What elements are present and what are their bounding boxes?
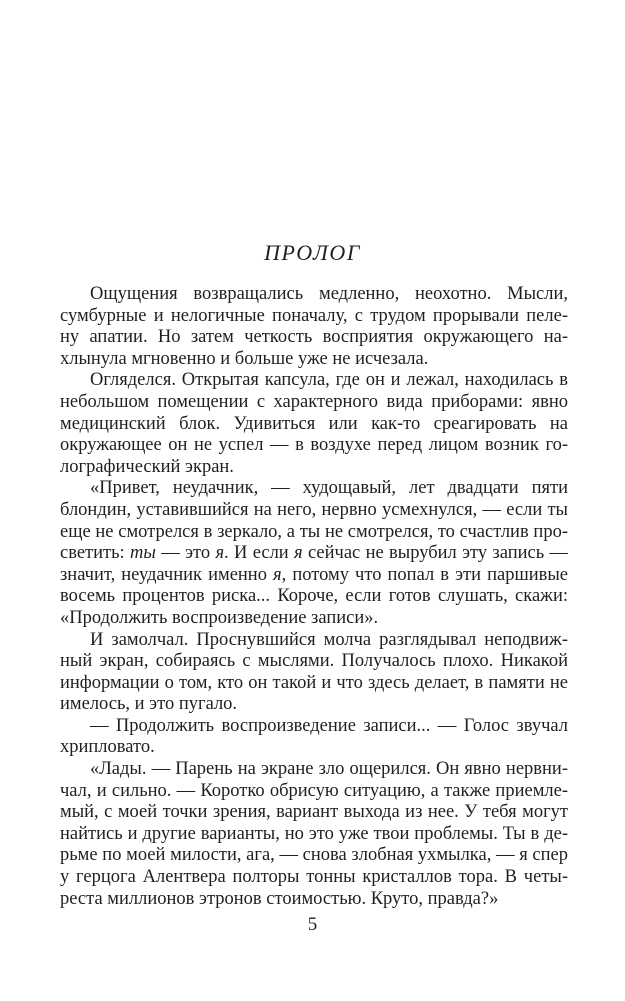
text-run: «Привет, неудачник, — худощавый, лет двадцати пяти: [90, 478, 568, 499]
text-run: светить:: [60, 543, 131, 564]
page-number: 5: [307, 914, 318, 935]
text-run: Огляделся. Открытая капсула, где он и лежал, находилась в: [90, 370, 568, 391]
text-line: [60, 630, 568, 652]
text-line: [60, 759, 568, 781]
text-line: [60, 500, 568, 522]
text-line: [60, 867, 568, 889]
text-line: [60, 608, 568, 630]
text-run: еще не смотрелся в зеркало, а ты не смотрелся, то счастлив про-: [60, 521, 568, 542]
text-run: восемь процентов риска... Короче, если готов слушать, скажи:: [60, 586, 568, 607]
text-run: блондин, уставившийся на него, нервно усмехнулся, — если ты: [60, 499, 568, 520]
text-run: значит, неудачник именно: [60, 564, 274, 585]
text-line: [60, 370, 568, 392]
text-run: медицинский блок. Удивиться или как-то среагировать на: [60, 413, 568, 434]
text-line: [60, 716, 568, 738]
text-run: информации о том, кто он такой и что здесь делает, в памяти не: [60, 672, 568, 693]
text-run: «Лады. — Парень на экране зло ощерился. Он явно нервни-: [90, 759, 568, 780]
text-run: окружающее он не успел — в воздухе перед лицом возник го-: [60, 435, 568, 456]
text-line: [60, 392, 568, 414]
text-run: сейчас не вырубил эту запись —: [302, 543, 568, 564]
text-line: [60, 889, 568, 911]
text-run: имелось, и это пугало.: [60, 694, 238, 715]
text-run: . И если: [224, 543, 295, 564]
text-run: сумбурные и нелогичные поначалу, с трудом прорывали пеле-: [60, 305, 568, 326]
text-line: [60, 824, 568, 846]
text-run: «Продолжить воспроизведение записи».: [60, 607, 379, 628]
text-line: [60, 414, 568, 436]
italic-text-run: ты: [130, 543, 156, 564]
text-run: мый, с моей точки зрения, вариант выхода из нее. У тебя могут: [60, 802, 568, 823]
text-line: [60, 565, 568, 587]
italic-text-run: я: [273, 564, 282, 585]
text-run: И замолчал. Проснувшийся молча разглядывал неподвиж-: [90, 629, 568, 650]
text-line: [60, 349, 568, 371]
text-line: [60, 651, 568, 673]
text-run: хлынула мгновенно и больше уже не исчезала.: [60, 348, 429, 369]
text-line: [60, 781, 568, 803]
text-line: [60, 802, 568, 824]
text-run: у герцога Алентвера полторы тонны кристаллов тора. В четы-: [60, 867, 568, 888]
text-line: [60, 694, 568, 716]
text-run: Ощущения возвращались медленно, неохотно. Мысли,: [90, 284, 568, 304]
text-run: — это: [155, 543, 216, 564]
text-run: небольшом помещении с характерного вида приборами: явно: [60, 391, 568, 412]
text-line: [60, 457, 568, 479]
text-line: [60, 543, 568, 565]
text-line: [60, 478, 568, 500]
text-run: найтись и другие варианты, но это уже твои проблемы. Ты в де-: [60, 823, 568, 844]
text-line: [60, 327, 568, 349]
text-line: [60, 673, 568, 695]
text-run: хрипловато.: [60, 737, 155, 758]
text-line: [60, 586, 568, 608]
chapter-heading: ПРОЛОГ: [264, 240, 361, 265]
text-line: [60, 435, 568, 457]
text-run: лографический экран.: [60, 456, 234, 477]
text-run: чал, и сильно. — Коротко обрисую ситуацию, а также приемле-: [60, 780, 568, 801]
text-run: ну апатии. Но затем четкость восприятия окружающего на-: [60, 327, 568, 348]
text-run: , потому что попал в эти паршивые: [281, 564, 568, 585]
text-line: [60, 737, 568, 759]
text-run: ный экран, собираясь с мыслями. Получалось плохо. Никакой: [60, 651, 568, 672]
italic-text-run: я: [294, 543, 303, 564]
text-line: [60, 845, 568, 867]
text-line: [60, 284, 568, 306]
body-text: [60, 284, 568, 910]
text-run: рьме по моей милости, ага, — снова злобная ухмылка, — я спер: [60, 845, 568, 866]
text-run: — Продолжить воспроизведение записи... — Голос звучал: [90, 715, 568, 736]
text-line: [60, 306, 568, 328]
italic-text-run: я: [215, 543, 225, 564]
text-run: реста миллионов этронов стоимостью. Круто, правда?»: [60, 888, 499, 909]
text-line: [60, 522, 568, 544]
